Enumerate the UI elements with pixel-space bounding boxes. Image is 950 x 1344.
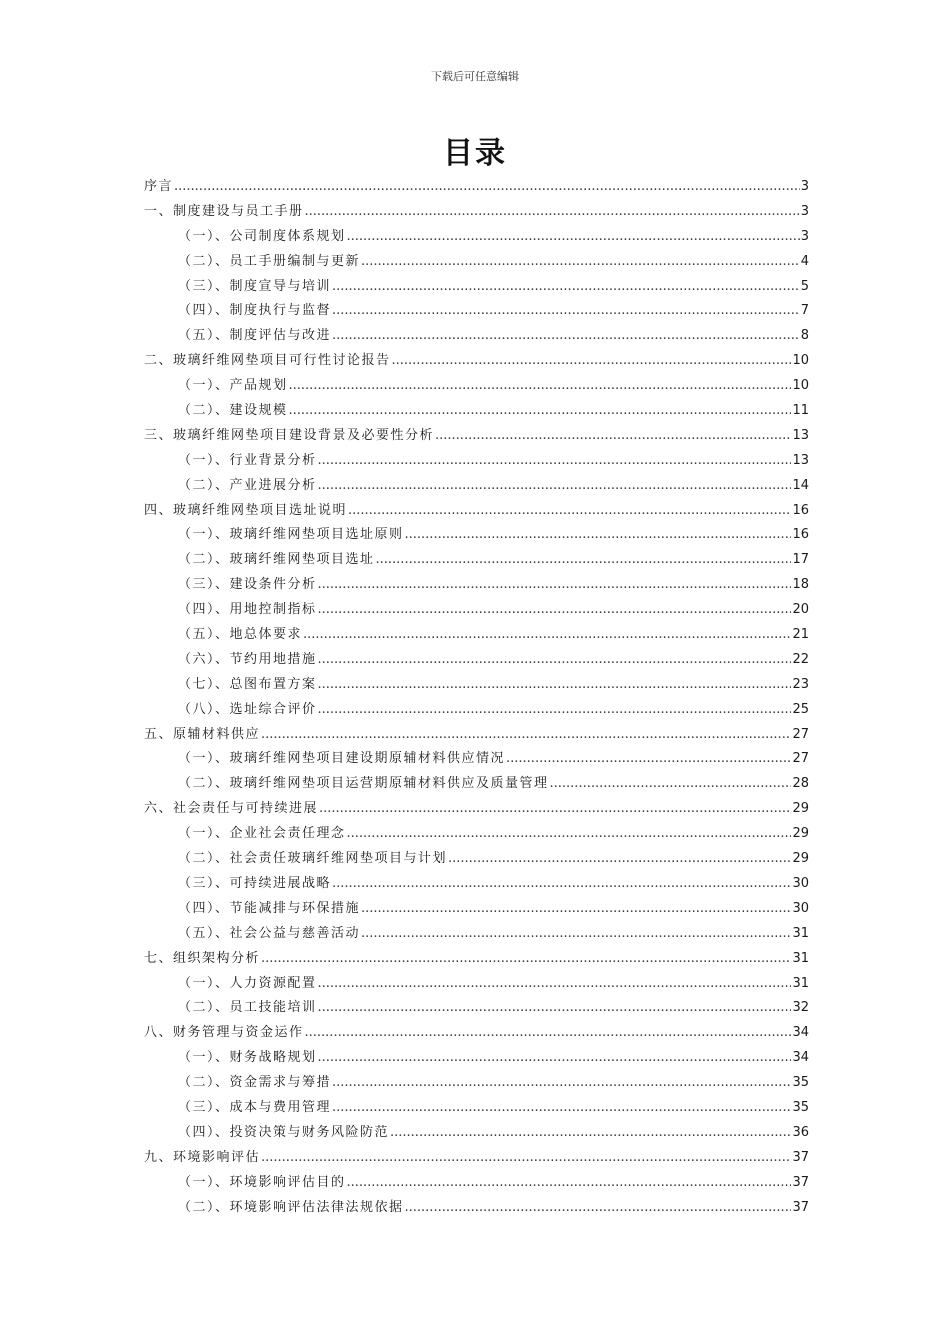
toc-entry[interactable] bbox=[144, 200, 809, 225]
dot-leader bbox=[305, 200, 800, 225]
toc-entry[interactable] bbox=[144, 424, 809, 449]
toc-entry-title: （四）、投资决策与财务风险防范 bbox=[178, 1124, 390, 1140]
toc-page-number: 21 bbox=[792, 627, 809, 643]
toc-page-number: 3 bbox=[800, 179, 809, 194]
toc-entry[interactable] bbox=[144, 250, 809, 275]
toc-page-number: 5 bbox=[800, 278, 809, 294]
toc-page-number: 29 bbox=[792, 851, 809, 867]
toc-page-number: 13 bbox=[792, 452, 809, 468]
toc-entry-title: 七、组织架构分析 bbox=[144, 950, 261, 966]
toc-entry[interactable] bbox=[144, 723, 809, 748]
toc-entry[interactable] bbox=[144, 449, 809, 474]
toc-page-number: 30 bbox=[792, 900, 809, 916]
toc-entry[interactable] bbox=[144, 897, 809, 922]
dot-leader bbox=[318, 648, 792, 673]
toc-page-number: 4 bbox=[800, 253, 809, 269]
toc-entry-title: （二）、环境影响评估法律法规依据 bbox=[178, 1199, 404, 1215]
page-title: 目录 bbox=[443, 136, 507, 171]
toc-page-number: 28 bbox=[792, 776, 809, 792]
toc-page-number: 14 bbox=[792, 477, 809, 493]
dot-leader bbox=[303, 623, 791, 648]
toc-entry-title: 序言 bbox=[144, 179, 174, 194]
toc-entry-title: （四）、制度执行与监督 bbox=[178, 303, 332, 319]
toc-entry[interactable] bbox=[144, 399, 809, 424]
header-note: 下载后可任意编辑 bbox=[431, 70, 519, 83]
toc-entry-title: （三）、制度宣导与培训 bbox=[178, 278, 332, 294]
dot-leader bbox=[318, 996, 792, 1021]
dot-leader bbox=[405, 1196, 792, 1221]
toc-entry-title: （三）、可持续进展战略 bbox=[178, 875, 332, 891]
dot-leader bbox=[318, 698, 792, 723]
toc-page-number: 27 bbox=[792, 751, 809, 767]
toc-page-number: 10 bbox=[792, 353, 809, 369]
table-of-contents bbox=[144, 175, 809, 1220]
dot-leader bbox=[361, 897, 791, 922]
toc-page-number: 37 bbox=[792, 1199, 809, 1215]
toc-page-number: 30 bbox=[792, 875, 809, 891]
toc-entry[interactable] bbox=[144, 747, 809, 772]
dot-leader bbox=[448, 847, 791, 872]
toc-entry-title: （二）、玻璃纤维网垫项目运营期原辅材料供应及质量管理 bbox=[178, 776, 549, 792]
toc-page-number: 17 bbox=[792, 552, 809, 568]
toc-page-number: 11 bbox=[792, 403, 809, 419]
toc-entry[interactable] bbox=[144, 499, 809, 524]
toc-entry[interactable] bbox=[144, 548, 809, 573]
toc-page-number: 35 bbox=[792, 1099, 809, 1115]
dot-leader bbox=[332, 1071, 791, 1096]
dot-leader bbox=[174, 175, 800, 200]
toc-page-number: 31 bbox=[792, 925, 809, 941]
toc-page-number: 36 bbox=[792, 1124, 809, 1140]
toc-entry[interactable] bbox=[144, 922, 809, 947]
dot-leader bbox=[347, 822, 792, 847]
toc-entry-title: （二）、建设规模 bbox=[178, 403, 288, 419]
toc-entry[interactable] bbox=[144, 1196, 809, 1221]
toc-page-number: 31 bbox=[792, 975, 809, 991]
toc-entry[interactable] bbox=[144, 698, 809, 723]
toc-page-number: 31 bbox=[792, 950, 809, 966]
dot-leader bbox=[318, 449, 792, 474]
dot-leader bbox=[332, 872, 791, 897]
toc-entry-title: 三、玻璃纤维网垫项目建设背景及必要性分析 bbox=[144, 427, 435, 443]
toc-page-number: 37 bbox=[792, 1149, 809, 1165]
toc-entry-title: （一）、公司制度体系规划 bbox=[178, 228, 346, 244]
dot-leader bbox=[319, 797, 791, 822]
toc-entry-title: （五）、社会公益与慈善活动 bbox=[178, 925, 361, 941]
dot-leader bbox=[318, 573, 792, 598]
toc-page-number: 34 bbox=[792, 1025, 809, 1041]
toc-entry[interactable] bbox=[144, 374, 809, 399]
toc-page-number: 13 bbox=[792, 427, 809, 443]
toc-entry[interactable] bbox=[144, 822, 809, 847]
toc-entry-title: 二、玻璃纤维网垫项目可行性讨论报告 bbox=[144, 353, 391, 369]
toc-entry-title: （四）、节能减排与环保措施 bbox=[178, 900, 361, 916]
toc-page-number: 3 bbox=[800, 228, 809, 244]
toc-entry-title: （一）、行业背景分析 bbox=[178, 452, 317, 468]
toc-entry-title: （二）、员工手册编制与更新 bbox=[178, 253, 361, 269]
toc-page-number: 8 bbox=[800, 328, 809, 344]
toc-entry-title: （一）、人力资源配置 bbox=[178, 975, 317, 991]
dot-leader bbox=[261, 1146, 791, 1171]
toc-entry[interactable] bbox=[144, 996, 809, 1021]
dot-leader bbox=[318, 1046, 792, 1071]
dot-leader bbox=[318, 474, 792, 499]
toc-entry-title: （四）、用地控制指标 bbox=[178, 602, 317, 618]
toc-entry-title: （二）、产业进展分析 bbox=[178, 477, 317, 493]
toc-entry[interactable] bbox=[144, 1146, 809, 1171]
toc-page-number: 27 bbox=[792, 726, 809, 742]
dot-leader bbox=[392, 349, 792, 374]
toc-page-number: 29 bbox=[792, 801, 809, 817]
dot-leader bbox=[348, 499, 791, 524]
toc-entry-title: 五、原辅材料供应 bbox=[144, 726, 261, 742]
toc-entry[interactable] bbox=[144, 573, 809, 598]
toc-page-number: 18 bbox=[792, 577, 809, 593]
dot-leader bbox=[361, 250, 800, 275]
toc-entry[interactable] bbox=[144, 673, 809, 698]
dot-leader bbox=[261, 947, 791, 972]
toc-entry-title: （八）、选址综合评价 bbox=[178, 701, 317, 717]
dot-leader bbox=[405, 523, 792, 548]
dot-leader bbox=[332, 275, 800, 300]
toc-entry[interactable] bbox=[144, 1021, 809, 1046]
dot-leader bbox=[435, 424, 791, 449]
toc-page-number: 22 bbox=[792, 651, 809, 667]
toc-entry[interactable] bbox=[144, 1046, 809, 1071]
toc-page-number: 10 bbox=[792, 378, 809, 394]
toc-entry-title: （七）、总图布置方案 bbox=[178, 676, 317, 692]
toc-entry-title: （六）、节约用地措施 bbox=[178, 651, 317, 667]
dot-leader bbox=[318, 673, 792, 698]
toc-page-number: 16 bbox=[792, 502, 809, 518]
toc-entry[interactable] bbox=[144, 349, 809, 374]
toc-entry-title: 九、环境影响评估 bbox=[144, 1149, 261, 1165]
dot-leader bbox=[332, 299, 800, 324]
toc-entry[interactable] bbox=[144, 523, 809, 548]
dot-leader bbox=[332, 1096, 791, 1121]
toc-entry-title: （一）、企业社会责任理念 bbox=[178, 826, 346, 842]
toc-entry-title: 六、社会责任与可持续进展 bbox=[144, 801, 319, 817]
toc-page-number: 3 bbox=[800, 203, 809, 219]
toc-entry[interactable] bbox=[144, 947, 809, 972]
dot-leader bbox=[318, 972, 792, 997]
toc-page-number: 32 bbox=[792, 1000, 809, 1016]
toc-entry[interactable] bbox=[144, 474, 809, 499]
toc-entry[interactable] bbox=[144, 175, 809, 200]
toc-entry[interactable] bbox=[144, 1121, 809, 1146]
toc-entry-title: （三）、建设条件分析 bbox=[178, 577, 317, 593]
dot-leader bbox=[550, 772, 792, 797]
toc-entry[interactable] bbox=[144, 1071, 809, 1096]
toc-page-number: 16 bbox=[792, 527, 809, 543]
dot-leader bbox=[261, 723, 791, 748]
toc-entry[interactable] bbox=[144, 1096, 809, 1121]
toc-entry[interactable] bbox=[144, 598, 809, 623]
dot-leader bbox=[289, 374, 792, 399]
toc-page-number: 34 bbox=[792, 1050, 809, 1066]
dot-leader bbox=[318, 598, 792, 623]
dot-leader bbox=[305, 1021, 792, 1046]
toc-entry-title: 一、制度建设与员工手册 bbox=[144, 203, 304, 219]
toc-page-number: 7 bbox=[800, 303, 809, 319]
toc-entry[interactable] bbox=[144, 225, 809, 250]
toc-entry-title: （一）、玻璃纤维网垫项目选址原则 bbox=[178, 527, 404, 543]
toc-entry-title: （二）、资金需求与筹措 bbox=[178, 1075, 332, 1091]
dot-leader bbox=[361, 922, 791, 947]
dot-leader bbox=[332, 324, 800, 349]
toc-page-number: 20 bbox=[792, 602, 809, 618]
toc-entry-title: 八、财务管理与资金运作 bbox=[144, 1025, 304, 1041]
toc-entry[interactable] bbox=[144, 797, 809, 822]
toc-page-number: 35 bbox=[792, 1075, 809, 1091]
dot-leader bbox=[347, 225, 800, 250]
toc-entry-title: （三）、成本与费用管理 bbox=[178, 1099, 332, 1115]
toc-entry[interactable] bbox=[144, 648, 809, 673]
toc-entry-title: （二）、玻璃纤维网垫项目选址 bbox=[178, 552, 375, 568]
toc-entry-title: （二）、社会责任玻璃纤维网垫项目与计划 bbox=[178, 851, 448, 867]
toc-entry-title: （二）、员工技能培训 bbox=[178, 1000, 317, 1016]
toc-entry[interactable] bbox=[144, 972, 809, 997]
toc-entry-title: （一）、玻璃纤维网垫项目建设期原辅材料供应情况 bbox=[178, 751, 506, 767]
toc-entry-title: （一）、财务战略规划 bbox=[178, 1050, 317, 1066]
toc-entry[interactable] bbox=[144, 324, 809, 349]
toc-entry[interactable] bbox=[144, 872, 809, 897]
toc-entry-title: （一）、环境影响评估目的 bbox=[178, 1174, 346, 1190]
toc-page-number: 37 bbox=[792, 1174, 809, 1190]
dot-leader bbox=[376, 548, 792, 573]
toc-entry[interactable] bbox=[144, 275, 809, 300]
toc-entry-title: 四、玻璃纤维网垫项目选址说明 bbox=[144, 502, 348, 518]
toc-page-number: 25 bbox=[792, 701, 809, 717]
toc-page-number: 29 bbox=[792, 826, 809, 842]
dot-leader bbox=[506, 747, 791, 772]
toc-entry-title: （五）、制度评估与改进 bbox=[178, 328, 332, 344]
toc-entry[interactable] bbox=[144, 299, 809, 324]
toc-entry[interactable] bbox=[144, 847, 809, 872]
dot-leader bbox=[390, 1121, 791, 1146]
toc-entry-title: （五）、地总体要求 bbox=[178, 627, 303, 643]
toc-entry[interactable] bbox=[144, 623, 809, 648]
dot-leader bbox=[347, 1171, 792, 1196]
dot-leader bbox=[289, 399, 792, 424]
toc-page-number: 23 bbox=[792, 676, 809, 692]
toc-entry[interactable] bbox=[144, 772, 809, 797]
toc-entry-title: （一）、产品规划 bbox=[178, 378, 288, 394]
toc-entry[interactable] bbox=[144, 1171, 809, 1196]
